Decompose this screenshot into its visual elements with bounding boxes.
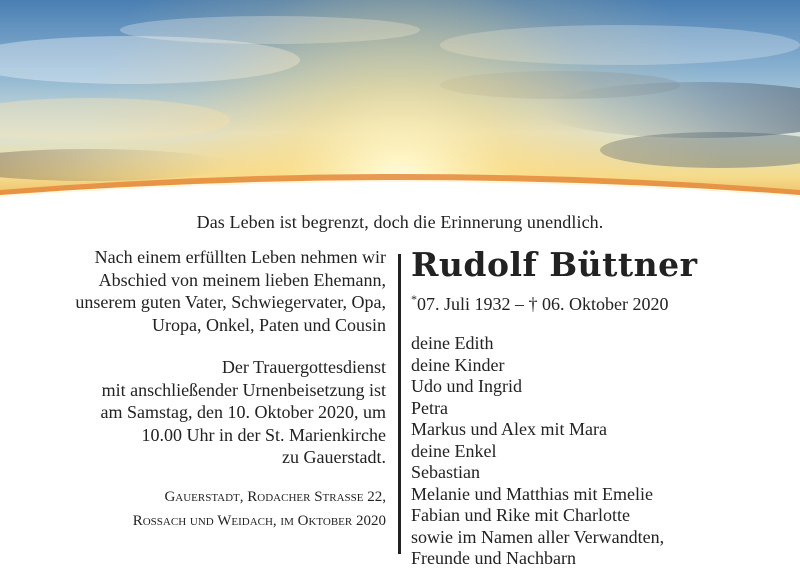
intro-line: unserem guten Vater, Schwiegervater, Opa, xyxy=(75,292,386,312)
mourner-line: Petra xyxy=(411,397,448,418)
death-date: 06. Oktober 2020 xyxy=(542,294,669,314)
mourner-line: Udo und Ingrid xyxy=(411,376,522,396)
mourner-line: deine Edith xyxy=(411,333,494,353)
deceased-name: Rudolf Büttner xyxy=(411,245,698,284)
motto-quote: Das Leben ist begrenzt, doch die Erinnerung unendlich. xyxy=(196,212,604,232)
mourner-line: deine Kinder xyxy=(411,354,505,375)
mourner-line: sowie im Namen aller Verwandten, xyxy=(411,526,665,547)
service-line: mit anschließender Urnenbeisetzung ist xyxy=(101,379,386,400)
obituary-details xyxy=(411,244,791,570)
mourner-line: Melanie und Matthias mit Emelie xyxy=(411,483,653,504)
service-line: am Samstag, den 10. Oktober 2020, um xyxy=(100,402,386,422)
cross-symbol-icon: † xyxy=(528,294,538,314)
intro-paragraph xyxy=(20,246,386,336)
intro-line: Nach einem erfüllten Leben nehmen wir xyxy=(94,247,386,267)
birth-date: 07. Juli 1932 xyxy=(417,294,511,314)
birth-symbol: * xyxy=(411,292,417,306)
announcement-text xyxy=(20,246,386,533)
place-line: Gauerstadt, Rodacher Strasse 22, xyxy=(164,488,386,505)
mourner-line: Sebastian xyxy=(411,462,480,482)
mourner-line: Fabian und Rike mit Charlotte xyxy=(411,505,630,525)
intro-line: Abschied von meinem lieben Ehemann, xyxy=(98,269,386,290)
mourner-line: Freunde und Nachbarn xyxy=(411,548,576,568)
place-and-date xyxy=(20,485,386,533)
service-line: Der Trauergottesdienst xyxy=(221,357,386,377)
service-line: 10.00 Uhr in der St. Marienkirche xyxy=(141,424,386,445)
vertical-divider xyxy=(398,254,401,554)
place-line: Rossach und Weidach, im Oktober 2020 xyxy=(132,512,386,529)
date-separator: – xyxy=(515,294,525,314)
service-paragraph xyxy=(20,356,386,469)
mourners-list xyxy=(411,333,791,570)
life-dates xyxy=(411,288,791,315)
mourner-line: Markus und Alex mit Mara xyxy=(411,419,607,439)
mourner-line: deine Enkel xyxy=(411,440,497,461)
intro-line: Uropa, Onkel, Paten und Cousin xyxy=(152,314,386,335)
service-line: zu Gauerstadt. xyxy=(282,447,386,467)
header-sunrise-image xyxy=(0,0,800,215)
sunrise-sky-image xyxy=(0,0,800,215)
